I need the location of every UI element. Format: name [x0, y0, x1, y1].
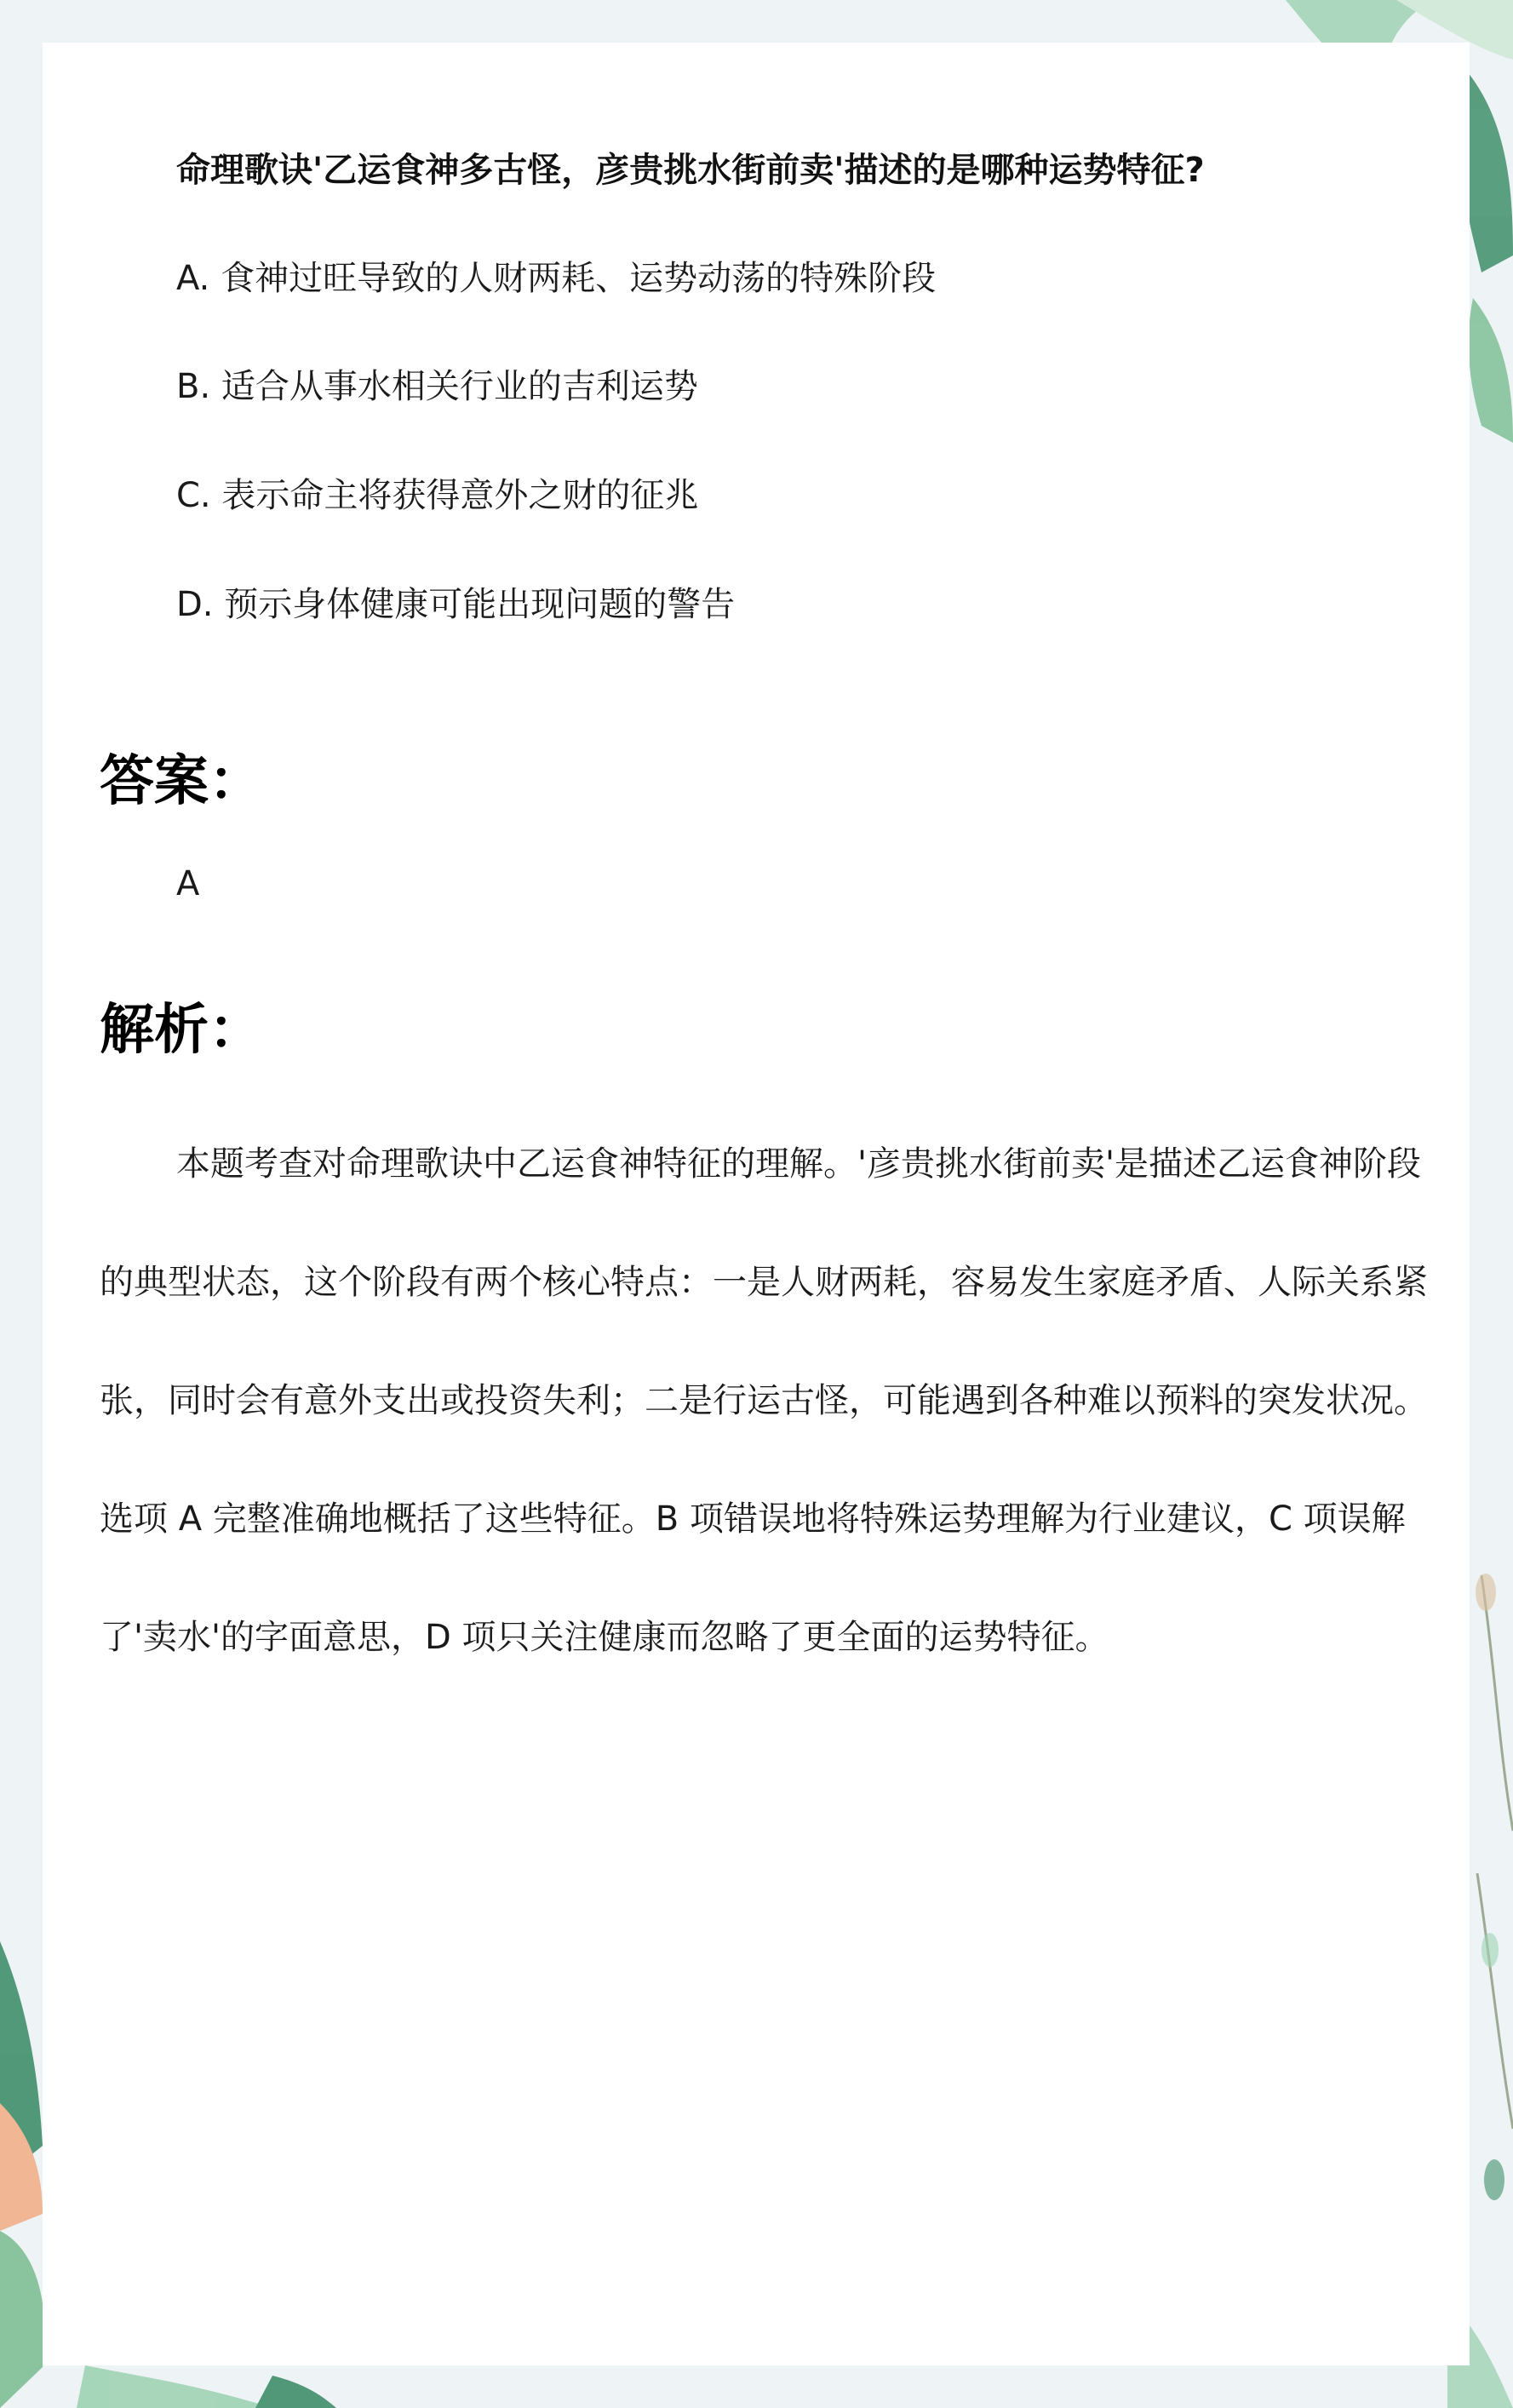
option-b: B. 适合从事水相关行业的吉利运势: [176, 367, 698, 406]
question-card: [43, 43, 1470, 2365]
question-stem: 命理歌诀'乙运食神多古怪，彦贵挑水街前卖'描述的是哪种运势特征?: [176, 151, 1205, 190]
analysis-text: 本题考查对命理歌诀中乙运食神特征的理解。'彦贵挑水街前卖'是描述乙运食神阶段的典型状态，这个阶段有两个核心特点：一是人财两耗，容易发生家庭矛盾、人际关系紧张，同时会有意外支出或投资失利；二是行运古怪，可能遇到各种难以预料的突发状况。选项 A 完整准确地概括了这些特征。B 项错误地将特殊运势理解为行业建议，C 项误解了'卖水'的字面意思，D 项只关注健康而忽略了更全面的运势特征。: [100, 1144, 1428, 1657]
option-d: D. 预示身体健康可能出现问题的警告: [176, 585, 736, 624]
option-c: C. 表示命主将获得意外之财的征兆: [176, 476, 699, 515]
option-a: A. 食神过旺导致的人财两耗、运势动荡的特殊阶段: [176, 259, 937, 298]
answer-heading: 答案：: [100, 750, 263, 813]
answer-value: A: [176, 864, 200, 903]
analysis-heading: 解析：: [100, 999, 263, 1062]
